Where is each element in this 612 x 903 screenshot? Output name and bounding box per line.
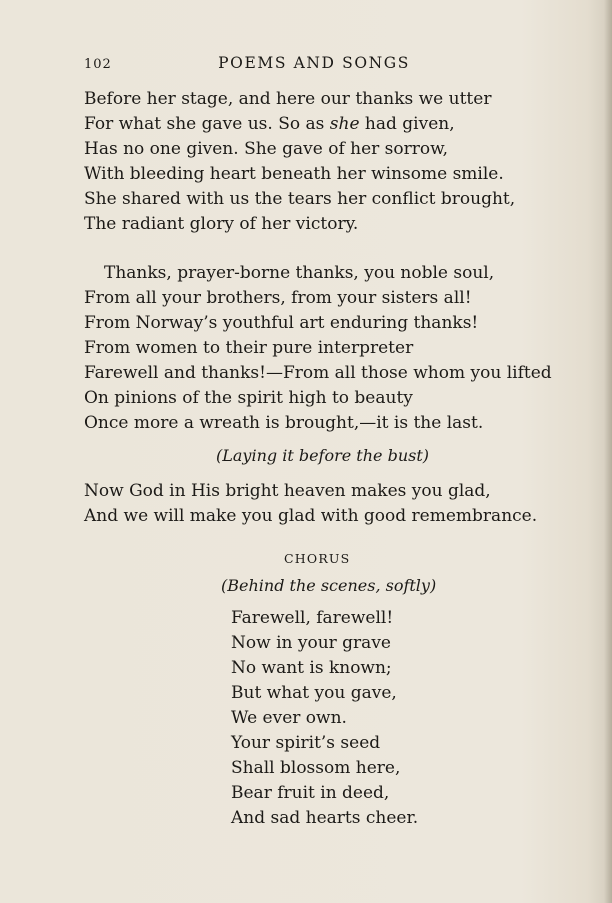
verse-line: Before her stage, and here our thanks we utter — [84, 89, 492, 109]
page-header — [84, 54, 410, 76]
verse-line-text: had given, — [359, 114, 455, 134]
verse-line: Once more a wreath is brought,—it is the last. — [84, 413, 484, 433]
verse-line: From all your brothers, from your sisters all! — [84, 288, 472, 308]
chorus-line: Now in your grave — [231, 633, 391, 653]
chorus-line: We ever own. — [231, 708, 347, 728]
chorus-stage-direction: (Behind the scenes, softly) — [221, 576, 437, 595]
verse-line: On pinions of the spirit high to beauty — [84, 388, 413, 408]
chorus-line: And sad hearts cheer. — [231, 808, 419, 828]
verse-line-text: For what she gave us. So as — [84, 114, 325, 134]
verse-line: She shared with us the tears her conflict brought, — [84, 189, 516, 209]
verse-line: Now God in His bright heaven makes you glad, — [84, 481, 491, 501]
chorus-line: Shall blossom here, — [231, 758, 401, 778]
verse-line: From Norway’s youthful art enduring thanks! — [84, 313, 479, 333]
verse-line: Has no one given. She gave of her sorrow, — [84, 139, 449, 159]
chorus-line: Farewell, farewell! — [231, 608, 394, 628]
verse-line: The radiant glory of her victory. — [84, 214, 359, 234]
verse-line — [84, 114, 455, 134]
verse-line: With bleeding heart beneath her winsome smile. — [84, 164, 504, 184]
chorus-line: But what you gave, — [231, 683, 397, 703]
verse-line: And we will make you glad with good remembrance. — [84, 506, 538, 526]
chorus-heading: CHORUS — [284, 551, 351, 566]
emphasis-word: she — [329, 114, 360, 134]
stage-direction: (Laying it before the bust) — [216, 446, 430, 465]
verse-line: Thanks, prayer-borne thanks, you noble soul, — [104, 263, 495, 283]
running-head: POEMS AND SONGS — [218, 54, 410, 72]
chorus-line: Bear fruit in deed, — [231, 783, 390, 803]
page-number: 102 — [84, 57, 112, 72]
chorus-line: Your spirit’s seed — [231, 733, 381, 753]
chorus-line: No want is known; — [231, 658, 392, 678]
page-edge-shadow — [604, 0, 612, 903]
verse-line: Farewell and thanks!—From all those whom you lifted — [84, 363, 552, 383]
verse-line: From women to their pure interpreter — [84, 338, 414, 358]
